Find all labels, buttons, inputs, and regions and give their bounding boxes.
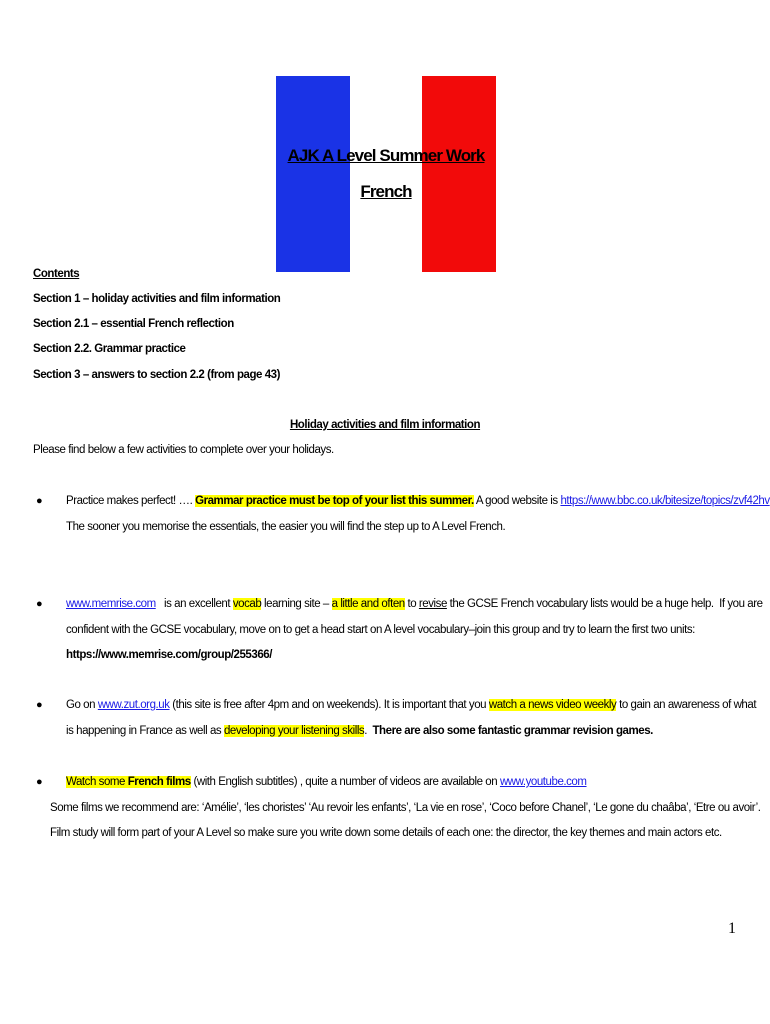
bullet4-line2: Some films we recommend are: ‘Amélie’, ‘les choristes’ ‘Au revoir les enfants’, ‘La vie en rose’, ‘Coco before Chanel’, ‘Le gone du chaâba’, ‘Etre ou avoir’. xyxy=(50,802,761,814)
french-films-text: French films xyxy=(127,776,191,788)
bullet4-line1 xyxy=(66,774,587,790)
contents-heading: Contents xyxy=(33,268,80,280)
flag-red-stripe xyxy=(422,76,496,272)
bullet1-highlight: Grammar practice must be top of your list this summer. xyxy=(195,495,474,507)
section-heading: Holiday activities and film information xyxy=(289,419,481,431)
flag-white-stripe xyxy=(350,76,422,272)
bullet1-line1 xyxy=(66,493,770,509)
bullet1-text: Practice makes perfect! …. xyxy=(66,495,196,507)
contents-item-2: Section 2.1 – essential French reflection xyxy=(33,318,234,330)
listening-skills-highlight: developing your listening skills xyxy=(223,725,365,737)
contents-item-4: Section 3 – answers to section 2.2 (from page 43) xyxy=(33,369,281,381)
contents-item-1: Section 1 – holiday activities and film information xyxy=(33,293,281,305)
document-title: AJK A Level Summer Work xyxy=(287,146,485,165)
bullet2-text: is an excellent xyxy=(155,598,233,610)
bullet2-text-2: learning site – xyxy=(261,598,332,610)
youtube-link[interactable]: www.youtube.com xyxy=(499,776,587,788)
vocab-highlight: vocab xyxy=(232,598,262,610)
bullet4-text: (with English subtitles) , quite a number of videos are available on xyxy=(190,776,500,788)
flag-blue-stripe xyxy=(276,76,350,272)
section-intro: Please find below a few activities to complete over your holidays. xyxy=(33,444,334,456)
zut-link[interactable]: www.zut.org.uk xyxy=(97,699,170,711)
bbc-bitesize-link[interactable]: https://www.bbc.co.uk/bitesize/topics/zvf42hv xyxy=(560,495,770,507)
bullet4-line3: Film study will form part of your A Level so make sure you write down some details of each one: the director, the key themes and main actors etc. xyxy=(50,827,722,839)
watch-some-text: Watch some xyxy=(66,776,128,788)
grammar-games-note: There are also some fantastic grammar revision games. xyxy=(372,725,653,737)
bullet1-text-2: A good website is xyxy=(473,495,561,507)
watch-films-highlight xyxy=(66,776,191,788)
contents-item-3: Section 2.2. Grammar practice xyxy=(33,343,186,355)
revise-underlined: revise xyxy=(418,598,447,610)
bullet-icon: ● xyxy=(36,699,43,711)
bullet2-line2: confident with the GCSE vocabulary, move on to get a head start on A level vocabulary–join this group and try to learn the first two units: xyxy=(66,624,695,636)
bullet-icon: ● xyxy=(36,598,43,610)
bullet-icon: ● xyxy=(36,776,43,788)
bullet3-line2 xyxy=(66,723,653,739)
bullet2-text-4: the GCSE French vocabulary lists would be a huge help. If you are xyxy=(446,598,763,610)
bullet2-text-3: to xyxy=(404,598,419,610)
bullet3-text-2: (this site is free after 4pm and on weekends). It is important that you xyxy=(169,699,489,711)
news-video-highlight: watch a news video weekly xyxy=(488,699,617,711)
bullet1-line2: The sooner you memorise the essentials, the easier you will find the step up to A Level French. xyxy=(66,521,506,533)
document-subtitle: French xyxy=(360,182,412,201)
memrise-group-url: https://www.memrise.com/group/255366/ xyxy=(66,649,272,661)
bullet2-line1 xyxy=(66,596,763,612)
bullet3-text-4: is happening in France as well as xyxy=(66,725,224,737)
memrise-link[interactable]: www.memrise.com xyxy=(66,598,156,610)
bullet3-line1 xyxy=(66,697,756,713)
bullet3-text-5: . xyxy=(364,725,373,737)
bullet-icon: ● xyxy=(36,495,43,507)
little-often-highlight: a little and often xyxy=(331,598,405,610)
bullet3-text: Go on xyxy=(66,699,98,711)
page-number: 1 xyxy=(728,920,736,937)
bullet3-text-3: to gain an awareness of what xyxy=(616,699,757,711)
